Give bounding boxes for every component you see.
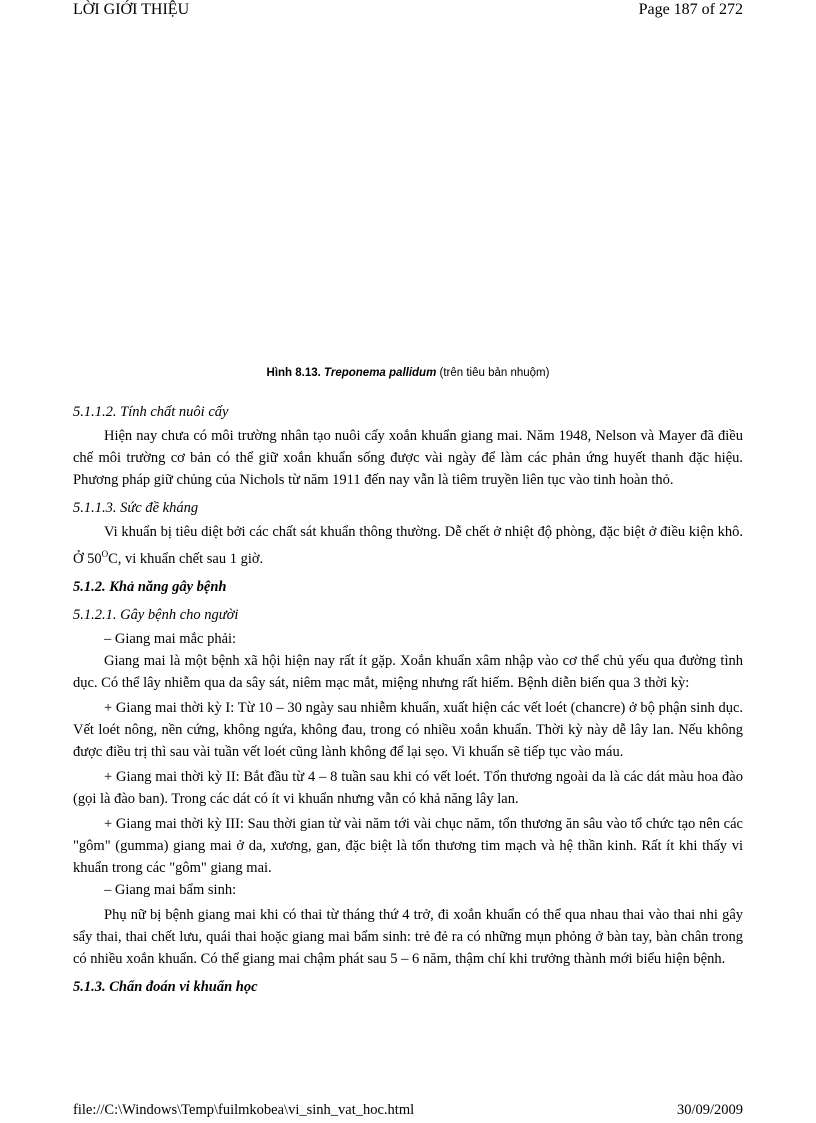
footer-date: 30/09/2009	[676, 1102, 743, 1118]
footer-file-path: file://C:\Windows\Temp\fuilmkobea\vi_sinh_vat_hoc.html	[73, 1102, 415, 1118]
figure-caption	[0, 367, 816, 379]
label-acquired: – Giang mai mắc phải:	[104, 630, 237, 647]
heading-pathogenicity: 5.1.2. Khả năng gây bệnh	[73, 578, 227, 595]
header-title: LỜI GIỚI THIỆU	[73, 1, 190, 18]
paragraph-congenital: Phụ nữ bị bệnh giang mai khi có thai từ tháng thứ 4 trở, đi xoắn khuẩn có thể qua nhau thai vào thai nhi gây sẩy thai, thai chết lưu, quái thai hoặc giang mai bẩm sinh: trẻ đẻ ra có những mụn phỏng ở bàn tay, bàn chân trong có nhiều xoắn khuẩn. Có thể giang mai chậm phát sau 5 – 6 năm, thậm chí khi trưởng thành mới biểu hiện bệnh.	[73, 906, 743, 967]
document-body	[73, 399, 743, 998]
paragraph-stage-1: + Giang mai thời kỳ I: Từ 10 – 30 ngày sau nhiễm khuẩn, xuất hiện các vết loét (chancre) ở bộ phận sinh dục. Vết loét nông, nền cứng, không ngứa, không đau, trong có nhiều xoắn khuẩn. Thời kỳ này dễ lây lan. Nếu không được điều trị thì sau vài tuần vết loét cũng lành không để lại sẹo. Vi khuẩn sẽ tiếp tục vào máu.	[73, 699, 743, 760]
paragraph-stage-2: + Giang mai thời kỳ II: Bắt đầu từ 4 – 8 tuần sau khi có vết loét. Tổn thương ngoài da là các dát màu hoa đào (gọi là đào ban). Trong các dát có ít vi khuẩn nhưng vẫn có khả năng lây lan.	[73, 768, 743, 807]
figure-label: Hình 8.13.	[266, 367, 321, 379]
paragraph-culture: Hiện nay chưa có môi trường nhân tạo nuôi cấy xoắn khuẩn giang mai. Năm 1948, Nelson và Mayer đã điều chế môi trường cơ bản có thể giữ xoắn khuẩn sống được vài ngày để làm các phản ứng huyết thanh đặc hiệu. Phương pháp giữ chủng của Nichols từ năm 1911 đến nay vẫn là tiêm truyền liên tục vào tinh hoàn thỏ.	[73, 428, 743, 488]
heading-resistance: 5.1.1.3. Sức đề kháng	[73, 500, 199, 516]
heading-human-disease: 5.1.2.1. Gây bệnh cho người	[73, 606, 239, 623]
label-congenital: – Giang mai bẩm sinh:	[104, 881, 237, 898]
paragraph-resistance: Vi khuẩn bị tiêu diệt bởi các chất sát khuẩn thông thường. Dễ chết ở nhiệt độ phòng, đặc biệt ở điều kiện khô. Ở $50^OC$, vi khuẩn chết sau 1 giờ.	[73, 524, 743, 567]
figure-note: (trên tiêu bản nhuộm)	[439, 367, 550, 379]
heading-diagnosis: 5.1.3. Chẩn đoán vi khuẩn học	[73, 978, 258, 995]
paragraph-acquired: Giang mai là một bệnh xã hội hiện nay rất ít gặp. Xoắn khuẩn xâm nhập vào cơ thể chủ yếu qua đường tình dục. Có thể lây nhiễm qua da sây sát, niêm mạc mắt, miệng nhưng rất hiếm. Bệnh diễn biến qua 3 thời kỳ:	[73, 652, 743, 691]
heading-culture: 5.1.1.2. Tính chất nuôi cấy	[73, 404, 229, 420]
paragraph-stage-3: + Giang mai thời kỳ III: Sau thời gian từ vài năm tới vài chục năm, tổn thương ăn sâu vào tổ chức tạo nên các "gôm" (gumma) giang mai ở da, xương, gan, đặc biệt là tổn thương tim mạch và hệ thần kinh. Rất ít khi thấy vi khuẩn trong các "gôm" giang mai.	[73, 815, 743, 876]
figure-organism: Treponema pallidum	[324, 367, 437, 379]
page-indicator: Page 187 of 272	[638, 1, 743, 18]
